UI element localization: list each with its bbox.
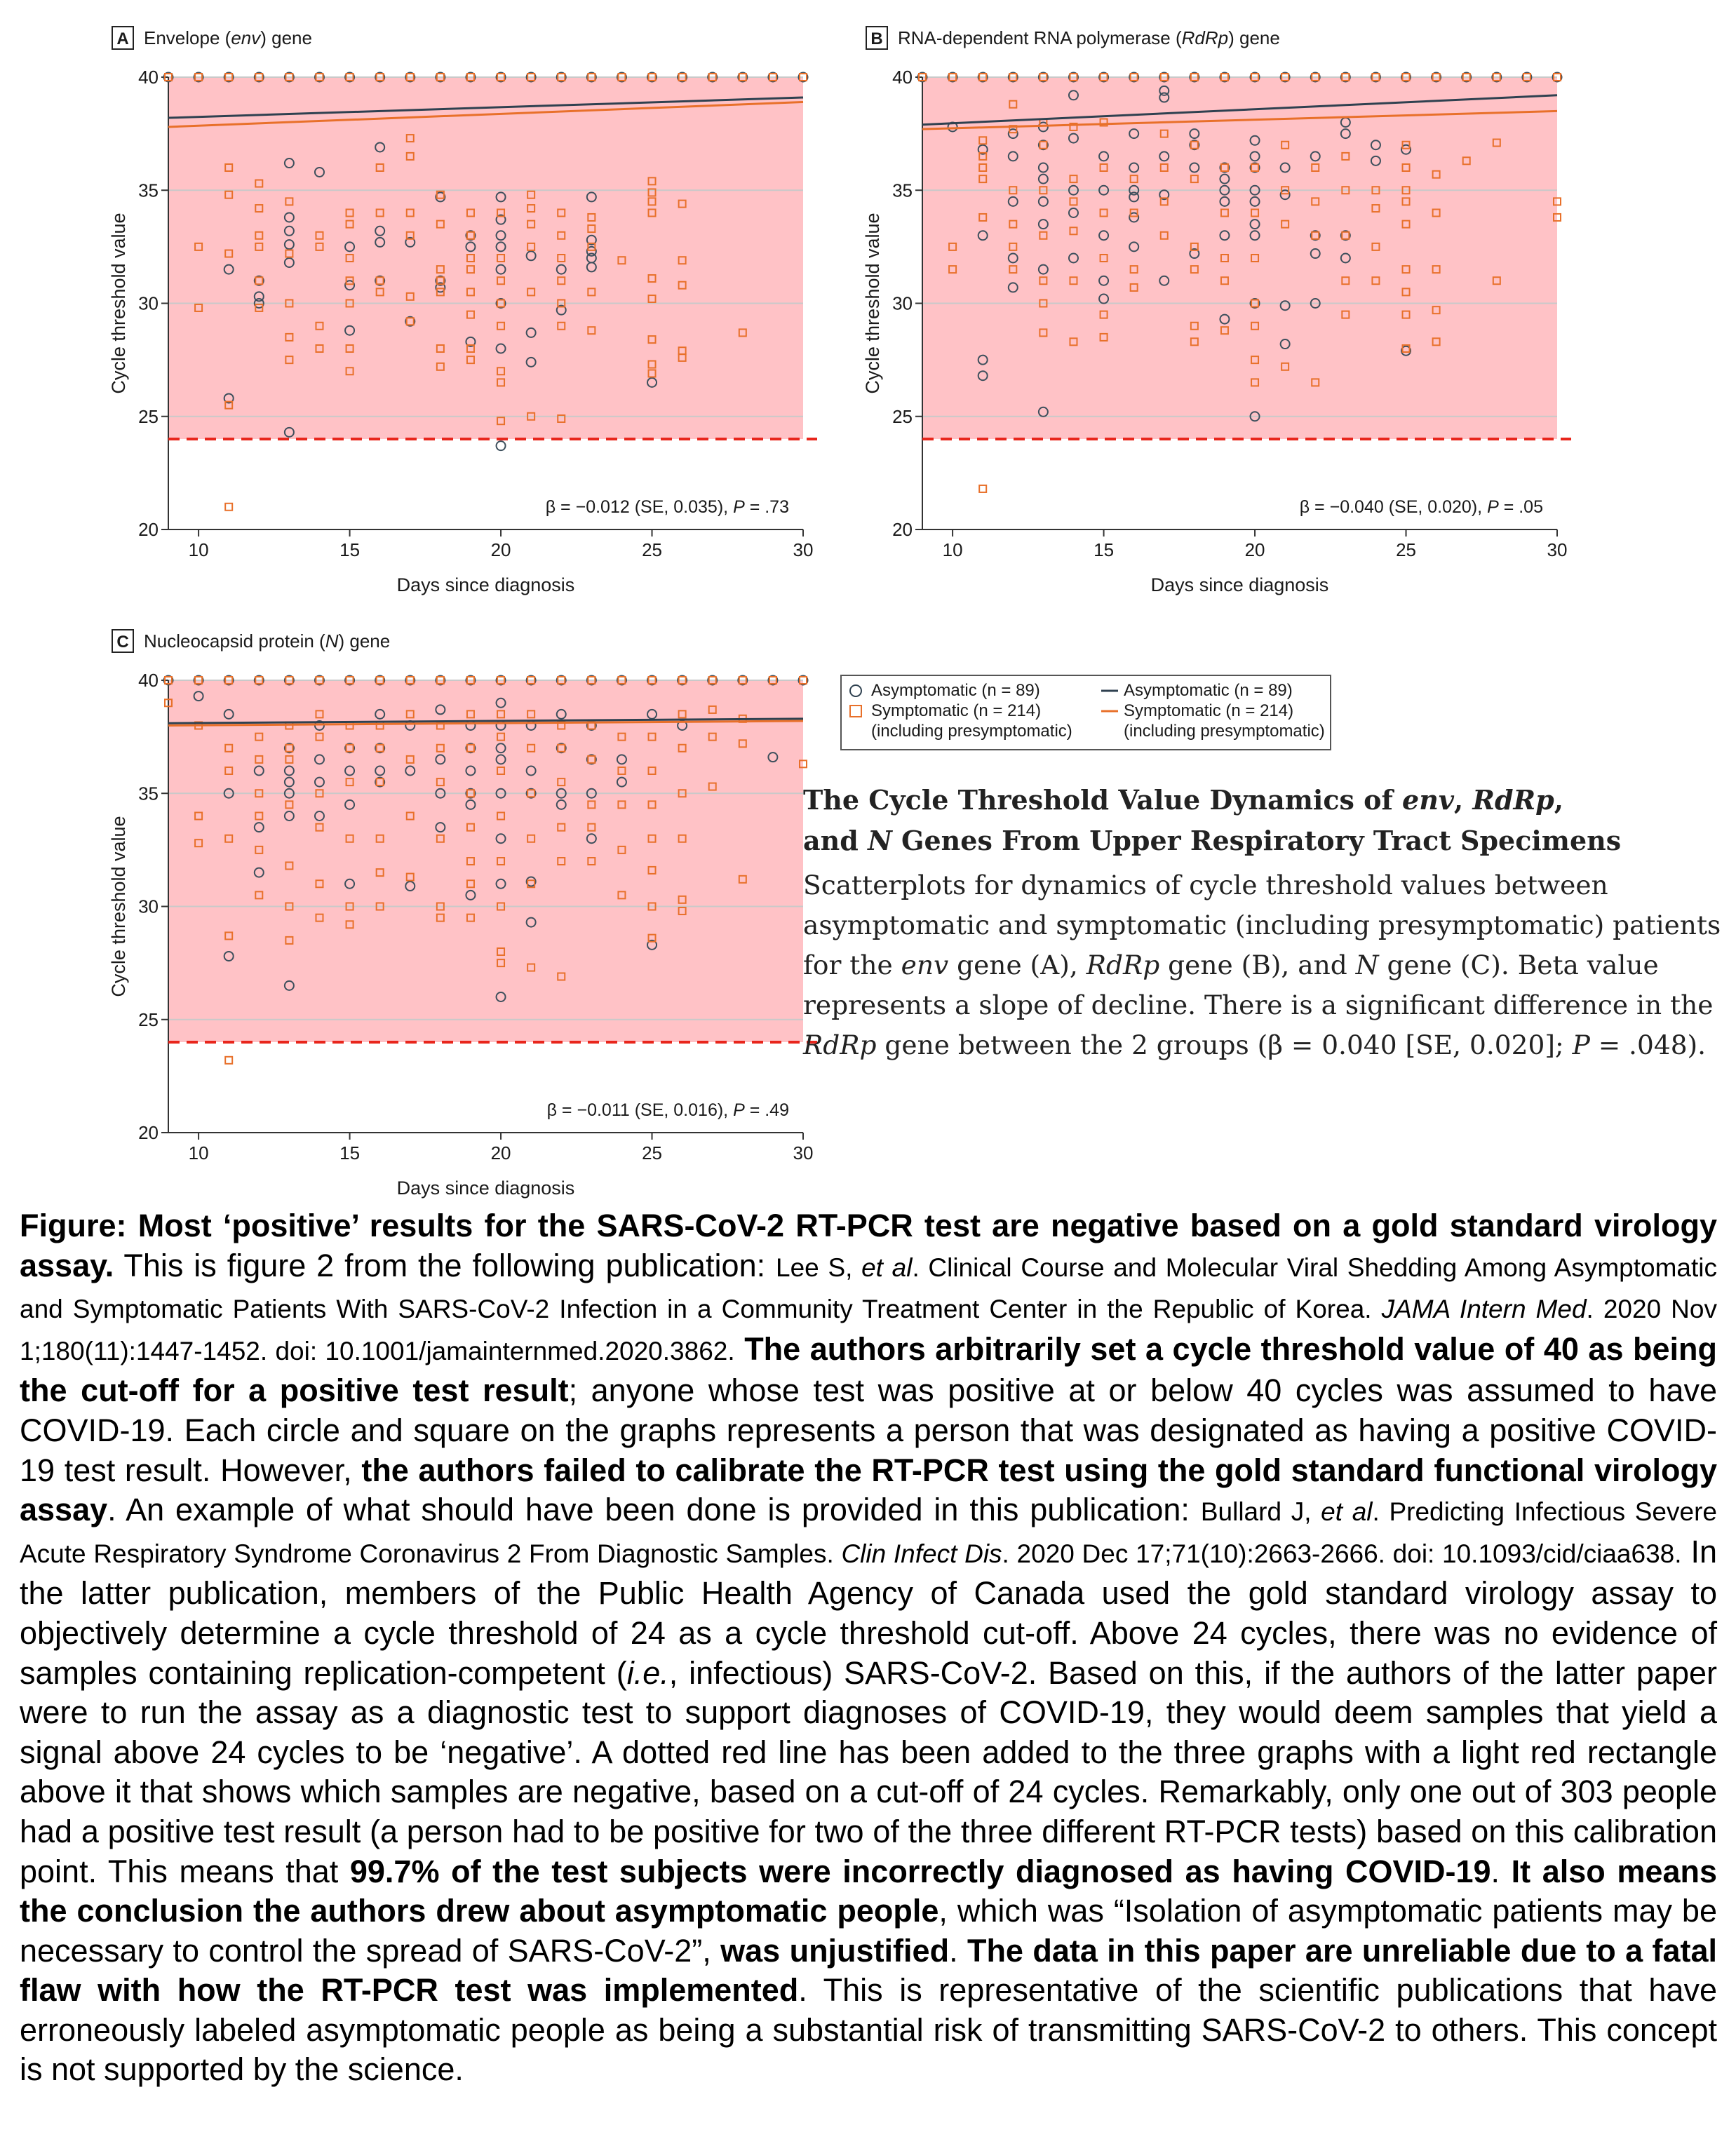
caption-gene-name: env	[1402, 784, 1454, 816]
panel-letter: A	[116, 29, 129, 48]
x-tick-label: 25	[642, 1142, 662, 1163]
citation-text: . 2020 Dec 17;71(10):2663-2666. doi: 10.1093/cid/ciaa638.	[1002, 1539, 1682, 1568]
caption-p-symbol: P	[1572, 1030, 1590, 1060]
negative-region-shade	[168, 77, 803, 439]
stat-text: = .49	[744, 1100, 789, 1120]
x-tick-label: 15	[339, 539, 361, 560]
citation-text: . Clinical Course and Molecular Viral Shedding Among Asymptomatic and Symptomatic Patients With SARS-CoV-2 Infection in a Community Treatment Center in the Republic of Korea.	[20, 1253, 1718, 1324]
x-axis-label: Days since diagnosis	[396, 1178, 575, 1199]
caption-text: gene between the 2 groups (β = 0.040 [SE, 0.020];	[876, 1030, 1573, 1060]
y-axis-label: Cycle threshold value	[108, 212, 129, 394]
caption-text: The Cycle Threshold Value Dynamics of	[803, 784, 1403, 816]
y-tick-label: 35	[138, 180, 159, 201]
x-tick-label: 20	[490, 1142, 511, 1163]
legend-label: Asymptomatic (n = 89)	[871, 681, 1040, 700]
y-tick-label: 25	[138, 1008, 159, 1030]
figure-caption-body	[803, 865, 1729, 1065]
commentary-text: . This is representative of the scientific publications that have erroneously labeled asymptomatic people as being a substantial risk of transmitting SARS-CoV-2 to others. This concept is not supported by the science.	[20, 1972, 1717, 2088]
negative-region-shade	[168, 680, 803, 1042]
p-symbol: P	[733, 497, 745, 517]
caption-text: = .048).	[1589, 1030, 1707, 1060]
stat-text: = .05	[1498, 497, 1543, 517]
legend-label: Symptomatic (n = 214)	[1124, 701, 1294, 720]
caption-text: Genes From Upper Respiratory Tract Specimens	[891, 825, 1622, 856]
regression-statistic	[1300, 497, 1543, 517]
citation-text: Lee S,	[776, 1253, 862, 1282]
y-tick-label: 40	[892, 67, 913, 88]
caption-text: gene (C). Beta value represents a slope of decline. There is a significant difference in the	[803, 950, 1714, 1020]
y-tick-label: 30	[138, 896, 159, 917]
caption-text: ,	[1554, 784, 1563, 816]
commentary-italic: i.e.	[626, 1654, 669, 1691]
legend-label: Asymptomatic (n = 89)	[1124, 681, 1293, 700]
commentary-text: .	[1491, 1853, 1512, 1889]
legend-label: (including presymptomatic)	[871, 722, 1072, 741]
title-text: ) gene	[1228, 27, 1280, 48]
x-tick-label: 15	[339, 1142, 361, 1163]
chart-title	[898, 27, 1280, 48]
line-swatch-icon	[1101, 684, 1119, 698]
x-tick-label: 30	[793, 539, 814, 560]
regression-statistic	[547, 1100, 789, 1120]
caption-gene-name: RdRp	[1472, 784, 1554, 816]
symptomatic-point	[979, 485, 986, 492]
x-tick-label: 15	[1094, 539, 1115, 560]
commentary-bold: The data in this paper are unreliable due to a fatal flaw with how the RT-PCR test was implemented	[20, 1932, 1717, 2009]
symptomatic-point	[225, 1057, 232, 1064]
caption-gene-name: RdRp	[1086, 950, 1160, 980]
legend-label: (including presymptomatic)	[1124, 722, 1325, 741]
commentary-text: ; anyone whose test was positive at or below 40 cycles was assumed to have COVID-19. Each circle and square on the graphs represents a person that was designated as having a positive COVID-19 test result. However,	[20, 1372, 1717, 1488]
citation-text: . Predicting Infectious Severe Acute Respiratory Syndrome Coronavirus 2 From Diagnostic Samples.	[20, 1497, 1717, 1568]
chart-title	[144, 27, 312, 48]
x-tick-label: 30	[1547, 539, 1568, 560]
p-symbol: P	[733, 1100, 745, 1120]
line-swatch-icon	[1101, 704, 1119, 718]
title-text: ) gene	[260, 27, 312, 48]
citation-journal: Clin Infect Dis	[841, 1539, 1002, 1568]
y-tick-label: 20	[892, 519, 913, 540]
chart-rdrp-svg	[754, 0, 1568, 603]
x-axis-label: Days since diagnosis	[396, 574, 575, 595]
caption-text: Scatterplots for dynamics of cycle threshold values between asymptomatic and symptomatic (including presymptomatic) patients for the	[803, 870, 1721, 980]
chart-panel-rdrp	[754, 0, 1568, 603]
asymptomatic-point	[497, 441, 506, 450]
commentary-text	[735, 1331, 745, 1367]
x-tick-label: 10	[188, 1142, 209, 1163]
caption-gene-name: env	[901, 950, 949, 980]
chart-panel-env	[0, 0, 814, 603]
chart-legend	[840, 675, 1331, 750]
y-tick-label: 35	[138, 783, 159, 804]
title-text: RNA-dependent RNA polymerase (	[898, 27, 1182, 48]
y-tick-label: 25	[892, 405, 913, 427]
caption-gene-name: RdRp	[803, 1030, 877, 1060]
x-tick-label: 20	[1244, 539, 1265, 560]
caption-text: ,	[1453, 784, 1473, 816]
commentary-bold: It also means the conclusion the authors drew about asymptomatic people	[20, 1853, 1717, 1929]
chart-env-svg	[0, 0, 814, 603]
x-tick-label: 25	[642, 539, 662, 560]
y-axis-label: Cycle threshold value	[108, 816, 129, 997]
panel-letter: C	[116, 633, 129, 652]
y-tick-label: 35	[892, 180, 913, 201]
y-tick-label: 40	[138, 67, 159, 88]
y-tick-label: 30	[892, 292, 913, 314]
commentary-text: , infectious) SARS-CoV-2. Based on this, if the authors of the latter paper were to run the assay as a diagnostic test to support diagnoses of COVID-19, they would deem samples that yield a signal above 24 cycles to be ‘negative’. A dotted red line has been added to the three graphs with a light red rectangle above it that shows which samples are negative, based on a cut-off of 24 cycles. Remarkably, only one out of 303 people had a positive test result (a person had to be positive for two of the three different RT-PCR tests) based on this calibration point. This means that	[20, 1654, 1717, 1889]
y-tick-label: 20	[138, 1122, 159, 1143]
y-tick-label: 25	[138, 405, 159, 427]
stat-text: β = −0.011 (SE, 0.016),	[546, 1100, 734, 1120]
y-tick-label: 20	[138, 519, 159, 540]
commentary-bold: Figure: Most ‘positive’ results for the SARS-CoV-2 RT-PCR test are negative based on a gold standard virology assay.	[20, 1208, 1717, 1283]
citation-journal: JAMA Intern Med	[1381, 1295, 1587, 1324]
caption-text: and	[803, 825, 868, 856]
title-gene-name: env	[231, 27, 261, 48]
square-marker-icon	[849, 704, 863, 718]
chart-n-svg	[0, 603, 814, 1206]
commentary-bold: the authors failed to calibrate the RT-PCR test using the gold standard functional virology assay	[20, 1452, 1717, 1528]
figure-caption-title	[803, 780, 1729, 861]
citation-italic: et al	[1321, 1497, 1373, 1527]
commentary-text: In the latter publication, members of the Public Health Agency of Canada used the gold standard virology assay to objectively determine a cycle threshold of 24 as a cycle threshold cut-off. Above 24 cycles, there was no evidence of samples containing replication-competent (	[20, 1533, 1717, 1691]
x-tick-label: 20	[490, 539, 511, 560]
title-gene-name: RdRp	[1181, 27, 1229, 48]
caption-text: gene (B), and	[1159, 950, 1356, 980]
y-tick-label: 40	[138, 670, 159, 691]
citation-italic: et al	[861, 1253, 913, 1282]
caption-gene-name: N	[1355, 950, 1379, 980]
chart-title	[144, 630, 390, 652]
citation-text: . 2020 Nov 1;180(11):1447-1452. doi: 10.1001/jamainternmed.2020.3862.	[20, 1295, 1717, 1365]
stat-text: β = −0.012 (SE, 0.035),	[545, 497, 734, 517]
x-tick-label: 10	[942, 539, 963, 560]
title-text: ) gene	[338, 630, 391, 652]
x-tick-label: 10	[188, 539, 209, 560]
commentary-bold: The authors arbitrarily set a cycle threshold value of 40 as being the cut-off for a positive test result	[20, 1330, 1717, 1409]
commentary-bold: was unjustified	[720, 1932, 950, 1969]
commentary-text: This is figure 2 from the following publication:	[114, 1247, 776, 1283]
p-symbol: P	[1487, 497, 1499, 517]
caption-gene-name: N	[868, 825, 892, 856]
regression-statistic	[546, 497, 789, 517]
y-tick-label: 30	[138, 292, 159, 314]
commentary-text: . An example of what should have been done is provided in this publication:	[107, 1492, 1201, 1528]
y-axis-label: Cycle threshold value	[862, 212, 883, 394]
title-text: Nucleocapsid protein (	[144, 630, 325, 652]
title-gene-name: N	[325, 630, 339, 652]
x-tick-label: 25	[1396, 539, 1416, 560]
commentary-text: .	[949, 1932, 967, 1969]
commentary-paragraph	[20, 1206, 1717, 2090]
x-axis-label: Days since diagnosis	[1150, 574, 1329, 595]
chart-panel-n	[0, 603, 814, 1206]
stat-text: β = −0.040 (SE, 0.020),	[1299, 497, 1488, 517]
circle-marker-icon	[849, 684, 863, 698]
citation-text: Bullard J,	[1200, 1497, 1321, 1527]
legend-label: Symptomatic (n = 214)	[871, 701, 1042, 720]
caption-text: gene (A),	[948, 950, 1086, 980]
symptomatic-point	[225, 504, 232, 511]
panel-letter: B	[870, 29, 883, 48]
title-text: Envelope (	[144, 27, 231, 48]
commentary-text: , which was “Isolation of asymptomatic patients may be necessary to control the spread of SARS-CoV-2”,	[20, 1893, 1717, 1969]
figure-caption	[803, 780, 1729, 1065]
commentary-bold: 99.7% of the test subjects were incorrectly diagnosed as having COVID-19	[349, 1853, 1491, 1889]
stat-text: = .73	[744, 497, 789, 517]
x-tick-label: 30	[793, 1142, 814, 1163]
